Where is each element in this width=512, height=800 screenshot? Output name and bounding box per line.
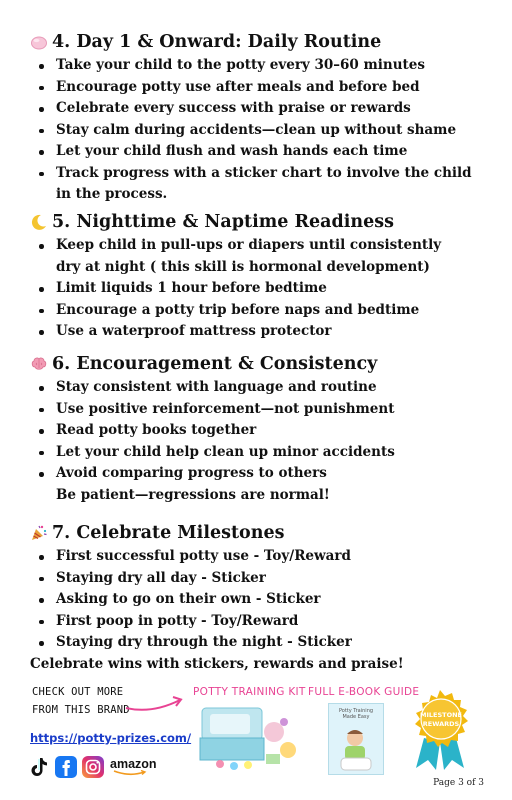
- list-item: Use a waterproof mattress protector: [30, 321, 490, 343]
- section-daily-routine: [30, 31, 490, 206]
- crescent-moon-icon: [30, 213, 48, 231]
- list-item-continuation: in the process.: [56, 186, 168, 202]
- list-item: First poop in potty - Toy/Reward: [30, 611, 490, 633]
- potty-kit-image[interactable]: [196, 702, 300, 774]
- check-out-line-2: FROM THIS BRAND: [32, 704, 130, 716]
- brain-icon: [30, 355, 48, 373]
- list-item: Avoid comparing progress to others: [30, 463, 490, 485]
- list-item: Keep child in pull-ups or diapers until consistently: [30, 235, 490, 257]
- section-encouragement: [30, 353, 490, 506]
- section-milestones: [30, 522, 490, 654]
- badge-line-2: REWARDS: [422, 720, 460, 728]
- section-nighttime: [30, 211, 490, 343]
- encouragement-list: [30, 377, 490, 485]
- list-item: Track progress with a sticker chart to involve the child: [30, 163, 490, 185]
- amazon-label: amazon: [110, 757, 157, 771]
- ebook-label: FULL E-BOOK GUIDE: [308, 686, 420, 698]
- routine-list: [30, 55, 490, 184]
- facebook-icon[interactable]: [55, 756, 77, 778]
- list-item: Asking to go on their own - Sticker: [30, 589, 490, 611]
- list-item: Staying dry through the night - Sticker: [30, 632, 490, 654]
- section-heading: [30, 31, 490, 53]
- nighttime-list-rest: [30, 278, 490, 343]
- list-item-continuation: dry at night ( this skill is hormonal development): [56, 258, 430, 275]
- soap-bar-icon: [30, 33, 48, 51]
- section-title: 6. Encouragement & Consistency: [52, 354, 378, 374]
- list-item: Let your child flush and wash hands each time: [30, 141, 490, 163]
- ebook-cover-title: Potty Training Made Easy: [338, 708, 374, 720]
- milestones-list: [30, 546, 490, 654]
- ebook-cover-image[interactable]: [328, 703, 384, 775]
- check-out-line-1: CHECK OUT MORE: [32, 686, 124, 698]
- milestone-badge-icon: [406, 688, 474, 770]
- page-number: Page 3 of 3: [433, 778, 484, 788]
- section-title: 4. Day 1 & Onward: Daily Routine: [52, 32, 382, 52]
- list-item-continuation: Be patient—regressions are normal!: [56, 486, 330, 503]
- closing-line: Celebrate wins with stickers, rewards and praise!: [30, 656, 404, 672]
- section-heading: [30, 353, 490, 375]
- section-title: 5. Nighttime & Naptime Readiness: [52, 212, 394, 232]
- list-item: Staying dry all day - Sticker: [30, 568, 490, 590]
- party-popper-icon: [30, 524, 48, 542]
- section-title: 7. Celebrate Milestones: [52, 523, 285, 543]
- tiktok-icon[interactable]: [28, 756, 50, 778]
- list-item: First successful potty use - Toy/Reward: [30, 546, 490, 568]
- badge-line-1: MILESTONE: [420, 711, 462, 719]
- list-item: Read potty books together: [30, 420, 490, 442]
- list-item: Let your child help clean up minor accidents: [30, 442, 490, 464]
- section-heading: [30, 522, 490, 544]
- list-item: Encourage potty use after meals and before bed: [30, 77, 490, 99]
- amazon-smile-icon: [112, 770, 152, 776]
- list-item: Stay consistent with language and routine: [30, 377, 490, 399]
- website-link[interactable]: https://potty-prizes.com/: [30, 731, 192, 745]
- pointing-arrow-icon: [124, 692, 186, 714]
- nighttime-list: [30, 235, 490, 257]
- list-item: Stay calm during accidents—clean up without shame: [30, 120, 490, 142]
- amazon-link[interactable]: [110, 756, 160, 778]
- section-heading: [30, 211, 490, 233]
- child-on-potty-icon: [329, 724, 383, 774]
- list-item: Encourage a potty trip before naps and bedtime: [30, 300, 490, 322]
- list-item: Take your child to the potty every 30–60 minutes: [30, 55, 490, 77]
- kit-label: POTTY TRAINING KIT: [193, 686, 306, 698]
- list-item: Use positive reinforcement—not punishment: [30, 399, 490, 421]
- list-item: Celebrate every success with praise or rewards: [30, 98, 490, 120]
- instagram-icon[interactable]: [82, 756, 104, 778]
- list-item: Limit liquids 1 hour before bedtime: [30, 278, 490, 300]
